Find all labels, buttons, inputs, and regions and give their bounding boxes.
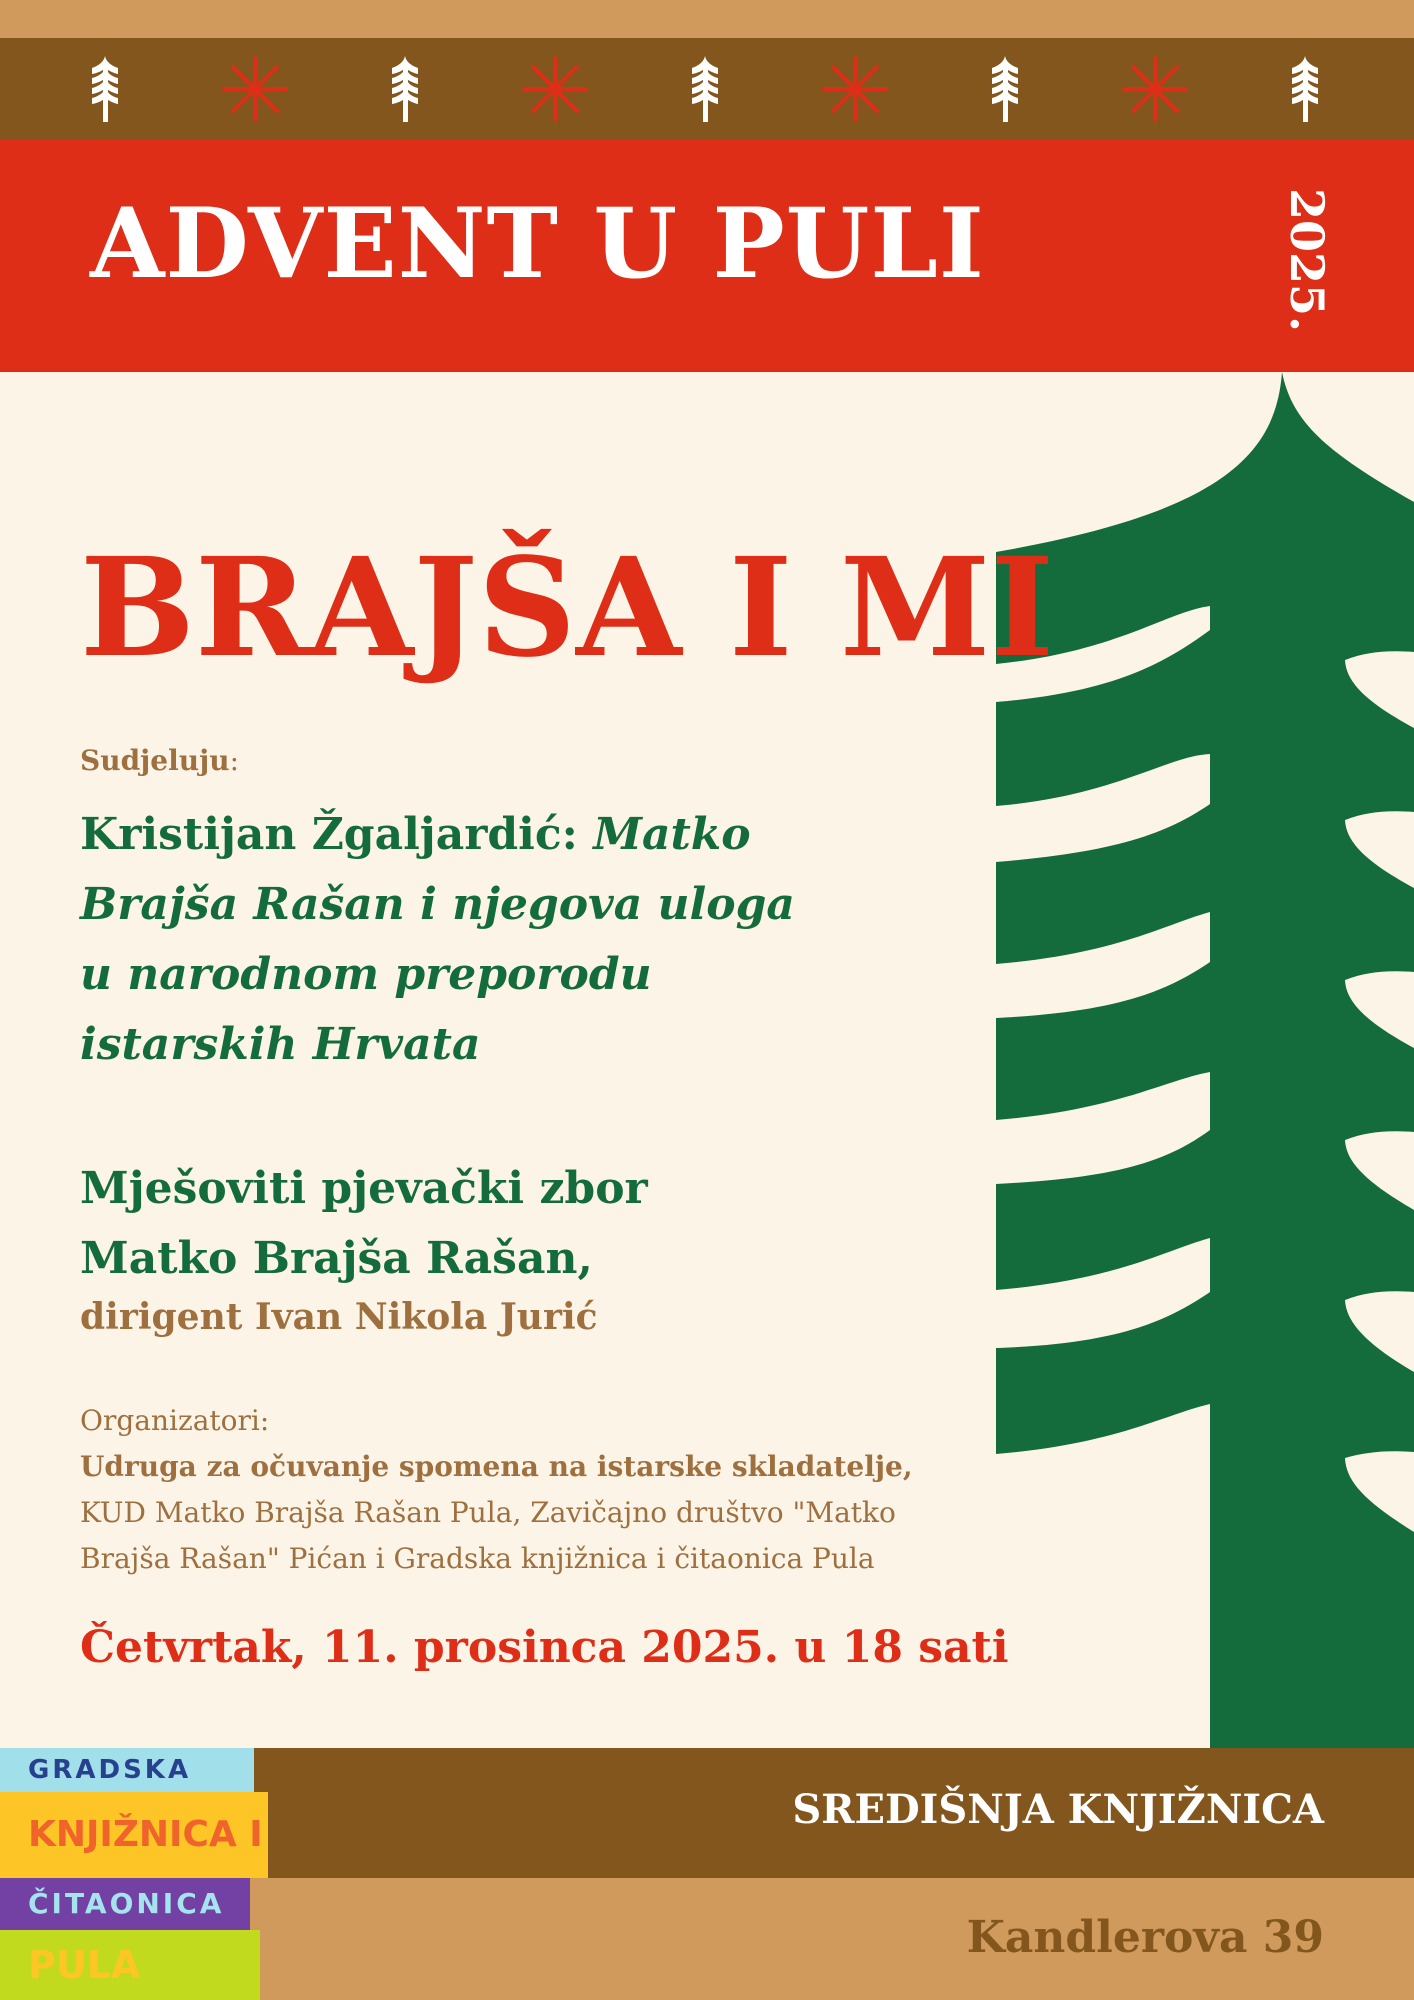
top-tan-band bbox=[0, 0, 1414, 38]
year-label bbox=[1280, 187, 1334, 333]
organizers-others: KUD Matko Brajša Rašan Pula, Zavičajno društvo "Matko Brajša Rašan" Pićan i Gradska knjižnica i čitaonica Pula bbox=[80, 1496, 896, 1575]
library-logo-line2: KNJIŽNICA I bbox=[0, 1792, 268, 1878]
lecture-speaker: Kristijan Žgaljardić: bbox=[80, 809, 578, 860]
snowflake-icon bbox=[820, 54, 890, 124]
snowflake-icon bbox=[220, 54, 290, 124]
tree-icon bbox=[970, 54, 1040, 124]
tree-icon bbox=[996, 372, 1414, 1748]
tree-icon bbox=[70, 54, 140, 124]
organizers-label: Organizatori: bbox=[80, 1404, 270, 1437]
venue-name: SREDIŠNJA KNJIŽNICA bbox=[792, 1786, 1324, 1833]
lecture-title: Matko Brajša Rašan i njegova uloga u narodnom preporodu istarskih Hrvata bbox=[80, 809, 795, 1070]
choir-block bbox=[80, 1154, 840, 1294]
snowflake-icon bbox=[520, 54, 590, 124]
library-logo-line1: GRADSKA bbox=[0, 1748, 254, 1792]
snowflake-icon bbox=[1120, 54, 1190, 124]
choir-conductor: dirigent Ivan Nikola Jurić bbox=[80, 1296, 598, 1338]
venue-address: Kandlerova 39 bbox=[966, 1912, 1324, 1963]
library-logo-line4: PULA bbox=[0, 1930, 260, 2000]
library-logo-line3: ČITAONICA bbox=[0, 1878, 250, 1930]
organizers-block bbox=[80, 1398, 960, 1582]
tree-icon bbox=[370, 54, 440, 124]
participants-label-text: Sudjeluju bbox=[80, 744, 230, 777]
participants-colon: : bbox=[229, 744, 240, 777]
christmas-tree-illustration bbox=[996, 372, 1414, 1748]
organizers-main: Udruga za očuvanje spomena na istarske skladatelje, bbox=[80, 1450, 913, 1483]
event-title: BRAJŠA I MI bbox=[80, 528, 1055, 688]
participants-label bbox=[80, 744, 239, 777]
year-text: 2025. bbox=[1280, 187, 1334, 333]
lecture-block bbox=[80, 800, 820, 1080]
series-title: ADVENT U PULI bbox=[90, 187, 985, 300]
tree-icon bbox=[670, 54, 740, 124]
tree-icon bbox=[1270, 54, 1340, 124]
event-datetime: Četvrtak, 11. prosinca 2025. u 18 sati bbox=[80, 1622, 1009, 1673]
choir-name-line2: Matko Brajša Rašan, bbox=[80, 1233, 593, 1284]
choir-name-line1: Mješoviti pjevački zbor bbox=[80, 1163, 648, 1214]
